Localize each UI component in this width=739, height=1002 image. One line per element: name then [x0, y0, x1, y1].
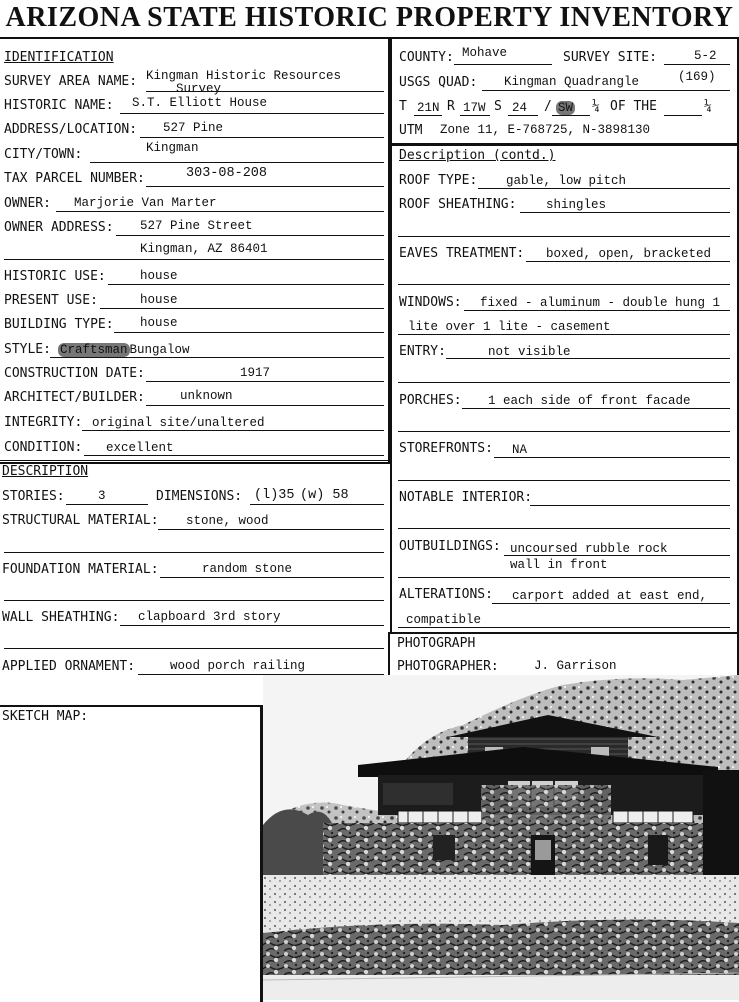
tax-parcel-value: 303-08-208 — [186, 166, 268, 181]
alterations-value-2: compatible — [406, 613, 482, 627]
storefronts-value: NA — [512, 443, 528, 457]
owner-address-label: OWNER ADDRESS: — [4, 220, 114, 235]
eaves-label: EAVES TREATMENT: — [399, 246, 525, 261]
underline — [664, 115, 702, 116]
underline — [160, 577, 384, 578]
house-photo-image — [263, 675, 739, 1000]
underline — [4, 552, 384, 553]
entry-label: ENTRY: — [399, 344, 446, 359]
underline — [398, 480, 730, 481]
underline — [482, 90, 730, 91]
owner-address-line-1: 527 Pine Street — [140, 219, 253, 233]
underline — [446, 358, 730, 359]
quarter-value-wrap — [556, 101, 575, 115]
underline — [84, 455, 384, 456]
quarter-slash: / — [544, 99, 552, 114]
range-value: 17W — [463, 101, 486, 115]
quarter-mark: ¼ — [592, 99, 600, 114]
underline — [398, 577, 730, 578]
underline — [90, 162, 384, 163]
roof-type-label: ROOF TYPE: — [399, 173, 478, 188]
structural-material-value: stone, wood — [186, 514, 269, 528]
of-the-label: OF THE — [610, 99, 657, 114]
dimensions-label: DIMENSIONS: — [156, 489, 243, 504]
underline — [398, 627, 730, 628]
underline — [494, 457, 730, 458]
historic-use-value: house — [140, 269, 178, 283]
alterations-label: ALTERATIONS: — [399, 587, 493, 602]
photograph-heading: PHOTOGRAPH — [397, 636, 476, 651]
present-use-value: house — [140, 293, 178, 307]
sketch-map-area — [0, 705, 263, 1002]
applied-ornament-label: APPLIED ORNAMENT: — [2, 659, 136, 674]
underline — [146, 186, 384, 187]
photographer-value: J. Garrison — [534, 659, 617, 673]
underline — [398, 431, 730, 432]
underline — [460, 115, 490, 116]
eaves-value: boxed, open, bracketed — [546, 247, 712, 261]
underline — [454, 64, 552, 65]
underline — [398, 528, 730, 529]
underline — [492, 603, 730, 604]
foundation-material-label: FOUNDATION MATERIAL: — [2, 562, 159, 577]
quarter-mark-2: ¼ — [704, 99, 712, 114]
construction-date-value: 1917 — [240, 366, 271, 380]
tax-parcel-label: TAX PARCEL NUMBER: — [4, 171, 145, 186]
underline — [146, 381, 384, 382]
roof-sheathing-value: shingles — [546, 198, 607, 212]
underline — [414, 115, 442, 116]
underline — [114, 332, 384, 333]
underline — [158, 529, 384, 530]
historic-name-value: S.T. Elliott House — [132, 96, 268, 110]
usgs-quad-value: Kingman Quadrangle — [504, 75, 640, 89]
form-title: ARIZONA STATE HISTORIC PROPERTY INVENTORY — [5, 2, 734, 33]
underline — [398, 334, 730, 335]
windows-label: WINDOWS: — [399, 295, 462, 310]
underline — [108, 284, 384, 285]
present-use-label: PRESENT USE: — [4, 293, 98, 308]
underline — [478, 188, 730, 189]
windows-value-2: lite over 1 lite - casement — [408, 320, 611, 334]
porches-label: PORCHES: — [399, 393, 462, 408]
identification-heading: IDENTIFICATION — [4, 50, 114, 65]
architect-value: unknown — [180, 389, 233, 403]
roof-sheathing-label: ROOF SHEATHING: — [399, 197, 517, 212]
county-value: Mohave — [462, 46, 508, 60]
underline — [146, 405, 384, 406]
usgs-quad-number: (169) — [678, 70, 716, 84]
foundation-material-value: random stone — [202, 562, 293, 576]
utm-value: Zone 11, E-768725, N-3898130 — [440, 123, 651, 137]
historic-name-label: HISTORIC NAME: — [4, 98, 114, 113]
underline — [462, 408, 730, 409]
building-type-value: house — [140, 316, 178, 330]
outbuildings-value-1: uncoursed rubble rock — [510, 542, 668, 556]
architect-label: ARCHITECT/BUILDER: — [4, 390, 145, 405]
owner-value: Marjorie Van Marter — [74, 196, 217, 210]
style-label: STYLE: — [4, 342, 51, 357]
underline — [398, 236, 730, 237]
range-label: R — [447, 99, 455, 114]
condition-label: CONDITION: — [4, 440, 83, 455]
description-heading: DESCRIPTION — [2, 464, 89, 479]
notable-interior-label: NOTABLE INTERIOR: — [399, 490, 533, 505]
owner-label: OWNER: — [4, 196, 51, 211]
historic-use-label: HISTORIC USE: — [4, 269, 106, 284]
style-value-craftsman: Craftsman — [60, 343, 128, 357]
underline — [552, 115, 590, 116]
address-value: 527 Pine — [163, 121, 224, 135]
survey-area-name-value-2: Survey — [176, 82, 222, 96]
underline — [4, 648, 384, 649]
underline — [504, 555, 730, 556]
divider — [0, 460, 388, 461]
construction-date-label: CONSTRUCTION DATE: — [4, 366, 145, 381]
township-value: 21N — [417, 101, 440, 115]
address-label: ADDRESS/LOCATION: — [4, 122, 138, 137]
structural-material-label: STRUCTURAL MATERIAL: — [2, 513, 159, 528]
underline — [250, 504, 384, 505]
city-value: Kingman — [146, 141, 199, 155]
underline — [66, 504, 148, 505]
underline — [398, 382, 730, 383]
integrity-label: INTEGRITY: — [4, 415, 83, 430]
survey-site-label: SURVEY SITE: — [563, 50, 657, 65]
underline — [664, 64, 730, 65]
township-label: T — [399, 99, 407, 114]
underline — [50, 357, 384, 358]
underline — [120, 625, 384, 626]
underline — [82, 430, 384, 431]
house-photograph — [263, 675, 739, 1000]
porches-value: 1 each side of front facade — [488, 394, 691, 408]
underline — [100, 308, 384, 309]
section-value: 24 — [512, 101, 528, 115]
underline — [4, 259, 384, 260]
underline — [508, 115, 538, 116]
applied-ornament-value: wood porch railing — [170, 659, 306, 673]
underline — [526, 261, 730, 262]
quarter-value: SW — [558, 101, 574, 115]
owner-address-line-2: Kingman, AZ 86401 — [140, 242, 268, 256]
stories-label: STORIES: — [2, 489, 65, 504]
underline — [520, 212, 730, 213]
windows-value-1: fixed - aluminum - double hung 1 — [480, 296, 721, 310]
dimensions-width: (w) 58 — [300, 488, 349, 503]
section-label: S — [494, 99, 502, 114]
underline — [140, 137, 384, 138]
utm-label: UTM — [399, 123, 423, 138]
wall-sheathing-label: WALL SHEATHING: — [2, 610, 120, 625]
underline — [116, 235, 384, 236]
outbuildings-label: OUTBUILDINGS: — [399, 539, 501, 554]
wall-sheathing-value: clapboard 3rd story — [138, 610, 281, 624]
outbuildings-value-2: wall in front — [510, 558, 608, 572]
survey-site-value: 5-2 — [694, 49, 717, 63]
county-label: COUNTY: — [399, 50, 454, 65]
city-label: CITY/TOWN: — [4, 147, 83, 162]
photographer-label: PHOTOGRAPHER: — [397, 659, 499, 674]
description-contd-heading: Description (contd.) — [399, 148, 556, 163]
building-type-label: BUILDING TYPE: — [4, 317, 114, 332]
roof-type-value: gable, low pitch — [506, 174, 627, 188]
usgs-quad-label: USGS QUAD: — [399, 75, 478, 90]
underline — [4, 600, 384, 601]
style-value-bungalow: Bungalow — [129, 343, 190, 357]
survey-area-name-label: SURVEY AREA NAME: — [4, 74, 138, 89]
survey-area-name-value: Kingman Historic Resources — [146, 69, 342, 83]
alterations-value-1: carport added at east end, — [512, 589, 708, 603]
stories-value: 3 — [98, 489, 106, 503]
dimensions-length: (l)35 — [254, 488, 295, 503]
underline — [146, 91, 384, 92]
underline — [398, 284, 730, 285]
underline — [464, 310, 730, 311]
underline — [530, 505, 730, 506]
underline — [120, 113, 384, 114]
condition-value: excellent — [106, 441, 174, 455]
style-value — [58, 343, 190, 357]
underline — [56, 211, 384, 212]
entry-value: not visible — [488, 345, 571, 359]
integrity-value: original site/unaltered — [92, 416, 265, 430]
storefronts-label: STOREFRONTS: — [399, 441, 493, 456]
sketch-map-label: SKETCH MAP: — [2, 709, 89, 724]
